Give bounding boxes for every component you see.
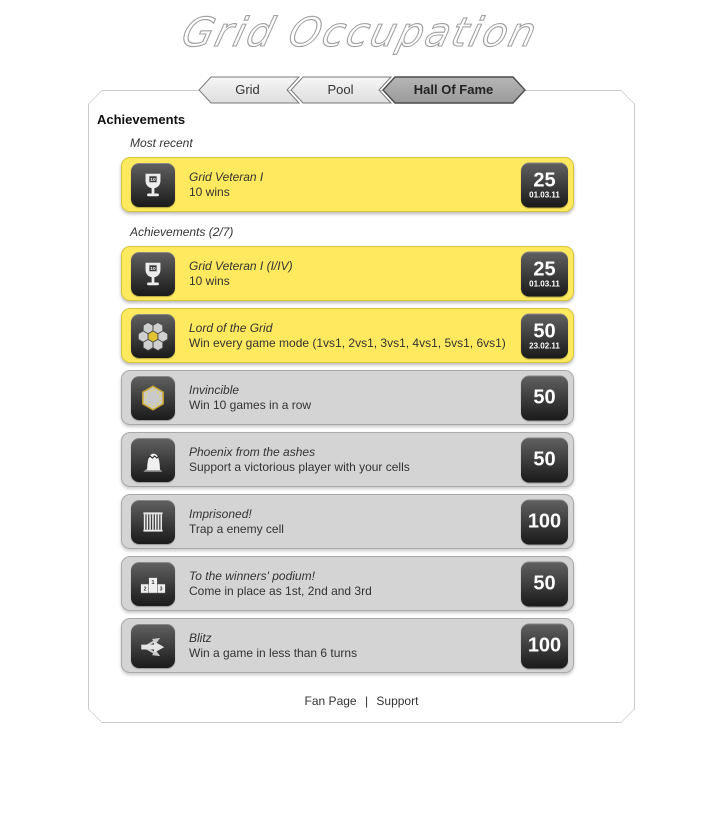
tab-pool[interactable]: Pool <box>327 82 354 97</box>
blitz-arrows-icon <box>137 630 169 662</box>
podium-icon <box>137 568 169 600</box>
achievement-description: Win a game in less than 6 turns <box>189 645 358 660</box>
achievements-panel <box>88 82 635 723</box>
podium-second-text: 2 <box>143 585 147 592</box>
achievement-description: Come in place as 1st, 2nd and 3rd <box>189 583 372 598</box>
points-value: 50 <box>533 320 556 342</box>
points-badge <box>521 499 568 544</box>
achievement-icon-tile <box>131 500 175 544</box>
achievement-card <box>121 308 574 363</box>
points-value: 50 <box>533 386 556 409</box>
points-value: 25 <box>533 258 556 280</box>
achievement-icon-tile <box>131 314 175 358</box>
achievement-card <box>121 494 574 549</box>
points-badge <box>521 623 568 668</box>
achievement-description: 10 wins <box>189 184 230 199</box>
trophy-badge-text: 10 <box>150 266 156 272</box>
achievement-card <box>121 157 574 212</box>
trophy-icon <box>137 258 169 290</box>
footer-separator: | <box>364 694 369 708</box>
achievement-title: Invincible <box>189 382 240 397</box>
panel-content <box>88 90 635 723</box>
achievement-title: Lord of the Grid <box>189 320 273 335</box>
podium-first-text: 1 <box>151 579 155 586</box>
points-badge <box>521 375 568 420</box>
footer <box>88 694 635 708</box>
achievement-card <box>121 246 574 301</box>
achievement-title: Grid Veteran I (I/IV) <box>189 258 293 273</box>
achievement-description: Win 10 games in a row <box>189 397 312 412</box>
phoenix-icon <box>137 444 169 476</box>
podium-third-text: 3 <box>159 585 163 592</box>
tab-grid[interactable]: Grid <box>235 82 260 97</box>
tab-hall-of-fame[interactable]: Hall Of Fame <box>413 82 494 97</box>
achievement-card <box>121 618 574 673</box>
achievements-list <box>121 246 574 673</box>
achievement-description: Win every game mode (1vs1, 2vs1, 3vs1, 4vs1, 5vs1, 6vs1) <box>189 335 506 350</box>
points-badge <box>521 162 568 207</box>
points-badge <box>521 313 568 358</box>
app-logo <box>0 10 720 56</box>
points-value: 25 <box>533 169 556 191</box>
achievement-icon-tile <box>131 624 175 668</box>
points-value: 50 <box>533 448 556 471</box>
achievement-title: To the winners' podium! <box>189 568 315 583</box>
achievement-title: Phoenix from the ashes <box>189 444 316 459</box>
achievement-icon-tile <box>131 376 175 420</box>
achievement-description: 10 wins <box>189 273 230 288</box>
trophy-icon <box>137 169 169 201</box>
achievement-icon-tile <box>131 438 175 482</box>
support-link[interactable]: Support <box>376 694 419 708</box>
section-label-most-recent: Most recent <box>130 136 193 150</box>
achievement-card <box>121 370 574 425</box>
achievement-description: Support a victorious player with your cells <box>189 459 410 474</box>
hex-shield-icon <box>137 382 169 414</box>
most-recent-list <box>121 157 574 212</box>
section-label-achievements: Achievements (2/7) <box>130 225 234 239</box>
points-value: 50 <box>533 572 556 595</box>
points-badge <box>521 437 568 482</box>
achievement-card <box>121 556 574 611</box>
achievement-icon-tile <box>131 562 175 606</box>
achievement-title: Grid Veteran I <box>189 169 264 184</box>
points-value: 100 <box>527 510 562 533</box>
points-date: 23.02.11 <box>529 341 560 350</box>
trophy-badge-text: 10 <box>150 177 156 183</box>
achievement-title: Imprisoned! <box>189 506 252 521</box>
achievement-card <box>121 432 574 487</box>
points-badge <box>521 251 568 296</box>
points-value: 100 <box>527 634 562 657</box>
points-date: 01.03.11 <box>529 190 560 199</box>
main-nav-tabs <box>197 76 527 104</box>
achievement-title: Blitz <box>189 630 212 645</box>
app-logo-text: Grid Occupation <box>177 10 543 56</box>
hex-flower-icon <box>137 320 169 352</box>
achievement-icon-tile <box>131 163 175 207</box>
points-badge <box>521 561 568 606</box>
points-date: 01.03.11 <box>529 279 560 288</box>
achievement-icon-tile <box>131 252 175 296</box>
fan-page-link[interactable]: Fan Page <box>304 694 357 708</box>
achievement-description: Trap a enemy cell <box>189 521 284 536</box>
prison-bars-icon <box>137 506 169 538</box>
page-title: Achievements <box>97 112 186 127</box>
